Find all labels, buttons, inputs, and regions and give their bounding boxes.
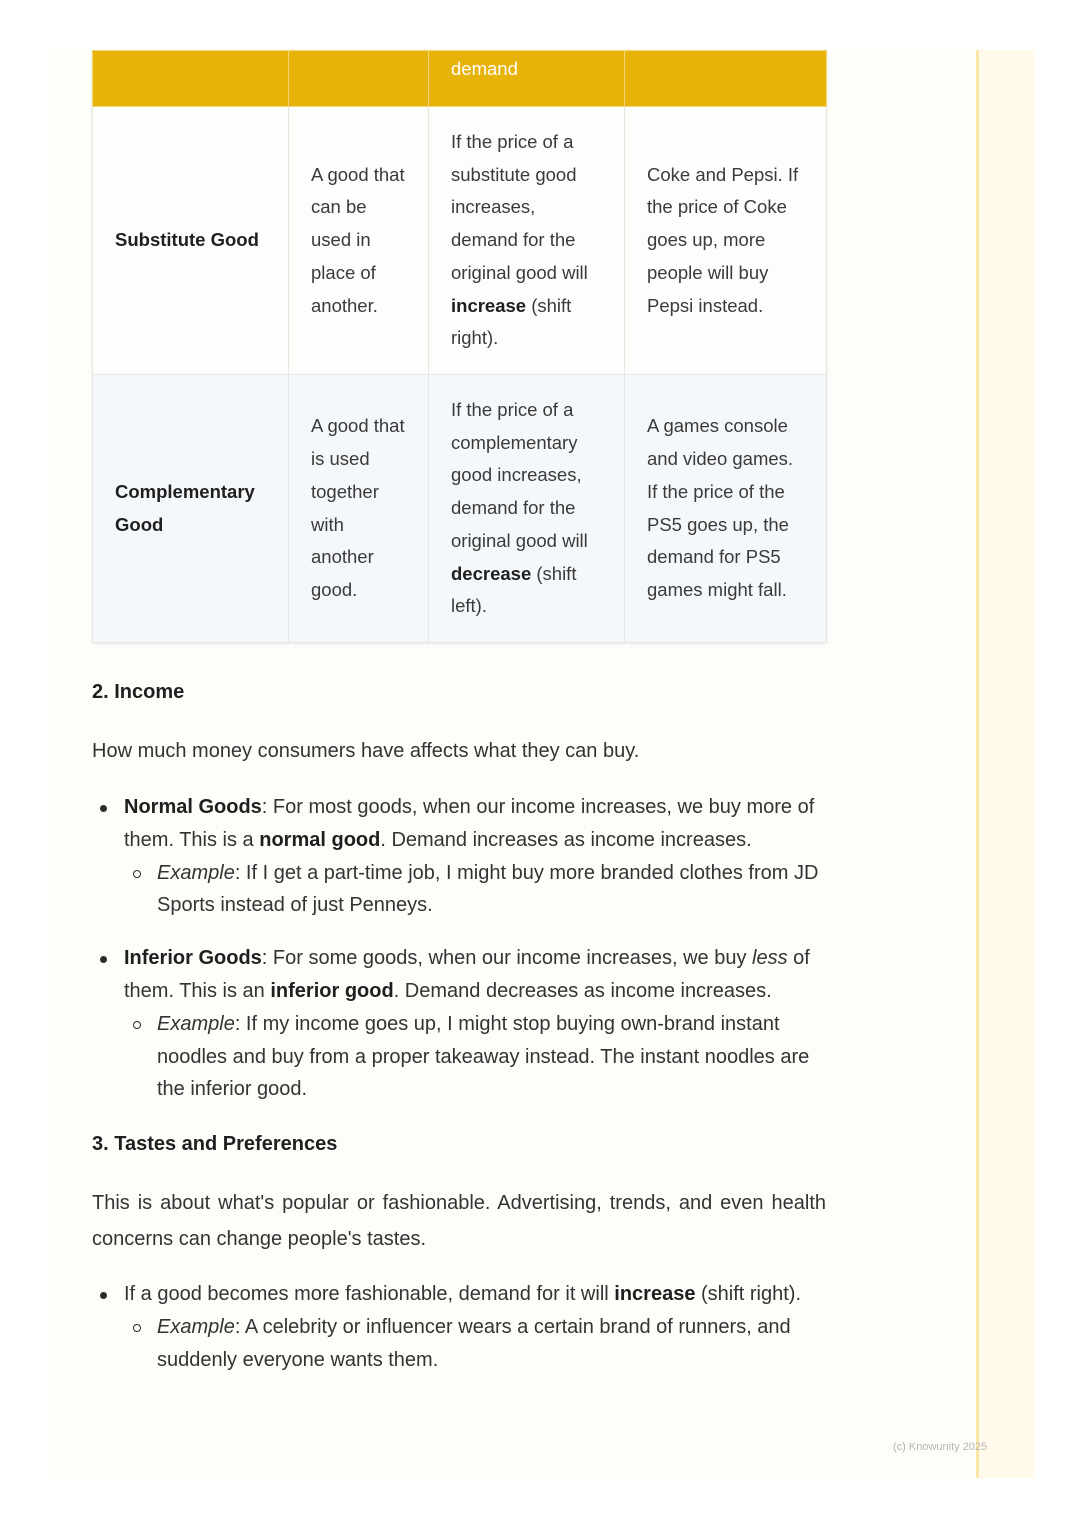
example-item: Example: A celebrity or influencer wears a certain brand of runners, and suddenly everyone wants them. (124, 1311, 828, 1377)
definition-cell: A good that is used together with another good. (289, 375, 429, 643)
table-row (93, 107, 827, 375)
list-item: If a good becomes more fashionable, demand for it will increase (shift right). Example: A celebrity or influencer wears a certain brand of runners, and suddenly everyone wants them. (92, 1278, 828, 1376)
goods-table (92, 50, 827, 643)
example-item: Example: If I get a part-time job, I might buy more branded clothes from JD Sports instead of just Penneys. (124, 857, 828, 923)
circle-bullet-icon (133, 870, 141, 878)
effect-cell: If the price of a complementary good increases, demand for the original good will decrease (shift left). (429, 375, 625, 643)
bullet-icon (100, 956, 107, 963)
example-item: Example: If my income goes up, I might stop buying own-brand instant noodles and buy from a proper takeaway instead. The instant noodles are the inferior good. (124, 1008, 828, 1106)
circle-bullet-icon (133, 1324, 141, 1332)
list-item: Inferior Goods: For some goods, when our income increases, we buy less of them. This is an inferior good. Demand decreases as income increases. Example: If my income goes up, I might stop buying own-brand instant noodles and buy from a proper takeaway instead. The instant noodles are the inferior good. (92, 942, 828, 1106)
list-item: Normal Goods: For most goods, when our income increases, we buy more of them. This is a normal good. Demand increases as income increases. Example: If I get a part-time job, I might buy more branded clothes from JD Sports instead of just Penneys. (92, 791, 828, 922)
tastes-intro: This is about what's popular or fashionable. Advertising, trends, and even health concerns can change people's tastes. (92, 1192, 826, 1250)
income-intro: How much money consumers have affects what they can buy. (92, 740, 640, 762)
table-header-cell: demand (429, 51, 625, 107)
example-cell: Coke and Pepsi. If the price of Coke goes up, more people will buy Pepsi instead. (625, 107, 827, 375)
section-heading-tastes: 3. Tastes and Preferences (92, 1133, 338, 1155)
table-header-row (93, 51, 827, 107)
good-type-cell: Complementary Good (93, 375, 289, 643)
bullet-icon (100, 805, 107, 812)
circle-bullet-icon (133, 1021, 141, 1029)
section-heading-income: 2. Income (92, 681, 185, 703)
table-header-cell (625, 51, 827, 107)
table-header-cell (93, 51, 289, 107)
good-type-cell: Substitute Good (93, 107, 289, 375)
example-cell: A games console and video games. If the price of the PS5 goes up, the demand for PS5 games might fall. (625, 375, 827, 643)
table-header-cell (289, 51, 429, 107)
tastes-list (92, 1278, 828, 1376)
side-strip (976, 50, 1035, 1478)
effect-cell: If the price of a substitute good increases, demand for the original good will increase (shift right). (429, 107, 625, 375)
bullet-icon (100, 1292, 107, 1299)
copyright-footer: (c) Knowunity 2025 (893, 1441, 988, 1453)
definition-cell: A good that can be used in place of another. (289, 107, 429, 375)
income-list (92, 791, 828, 1106)
table-row (93, 375, 827, 643)
